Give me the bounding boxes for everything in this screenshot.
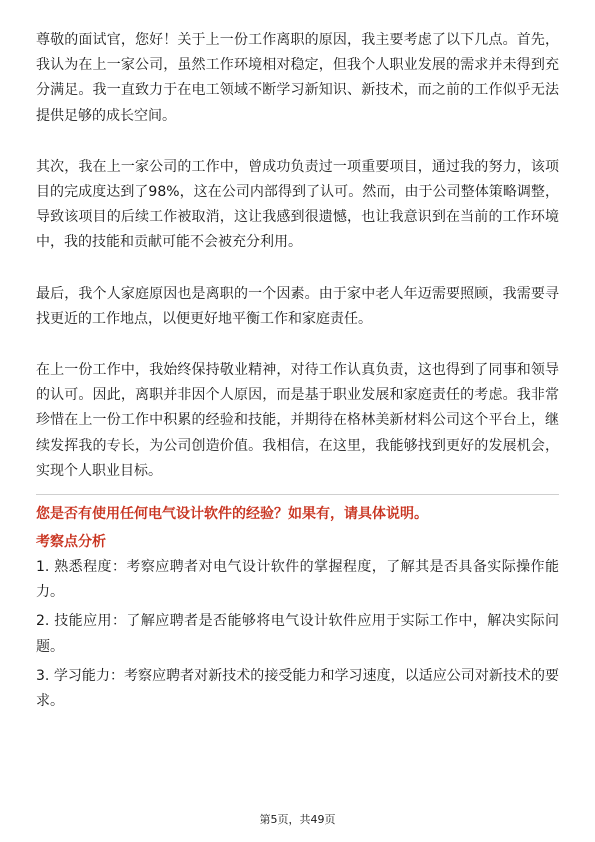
page-content [36, 28, 559, 718]
analysis-point-1: 1. 熟悉程度：考察应聘者对电气设计软件的掌握程度，了解其是否具备实际操作能力。 [36, 559, 559, 601]
analysis-point-3: 3. 学习能力：考察应聘者对新技术的接受能力和学习速度，以适应公司对新技术的要求。 [36, 667, 559, 710]
analysis-heading: 考察点分析 [36, 534, 106, 551]
paragraph-1: 尊敬的面试官，您好！关于上一份工作离职的原因，我主要考虑了以下几点。首先，我认为在上一家公司，虽然工作环境相对稳定，但我个人职业发展的需求并未得到充分满足。我一直致力于在电工领域不断学习新知识、新技术，而之前的工作似乎无法提供足够的成长空间。 [36, 32, 559, 124]
paragraph-3: 最后，我个人家庭原因也是离职的一个因素。由于家中老人年迈需要照顾，我需要寻找更近的工作地点，以便更好地平衡工作和家庭责任。 [36, 285, 559, 327]
paragraph-2: 其次，我在上一家公司的工作中，曾成功负责过一项重要项目，通过我的努力，该项目的完成度达到了98%，这在公司内部得到了认可。然而，由于公司整体策略调整，导致该项目的后续工作被取消，这让我感到很遗憾，也让我意识到在当前的工作环境中，我的技能和贡献可能不会被充分利用。 [36, 158, 559, 251]
paragraph-4: 在上一份工作中，我始终保持敬业精神，对待工作认真负责，这也得到了同事和领导的认可。因此，离职并非因个人原因，而是基于职业发展和家庭责任的考虑。我非常珍惜在上一份工作中积累的经验和技能，并期待在格林美新材料公司这个平台上，继续发挥我的专长，为公司创造价值。我相信，在这里，我能够找到更好的发展机会，实现个人职业目标。 [36, 362, 559, 479]
section-divider [36, 494, 559, 495]
analysis-point-2: 2. 技能应用：了解应聘者是否能够将电气设计软件应用于实际工作中，解决实际问题。 [36, 613, 559, 655]
page-number-footer: 第5页，共49页 [259, 813, 336, 826]
interview-question: 您是否有使用任何电气设计软件的经验？如果有，请具体说明。 [36, 506, 428, 523]
